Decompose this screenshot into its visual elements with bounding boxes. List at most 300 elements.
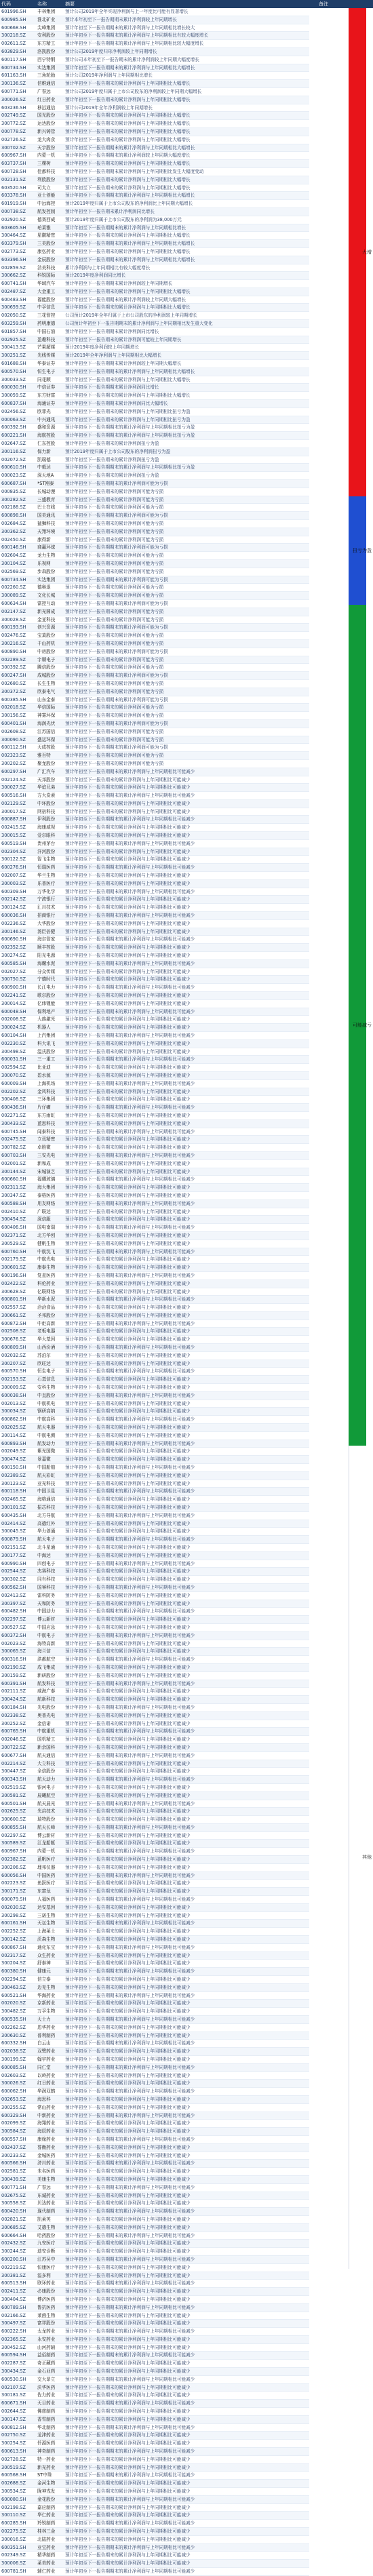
cell-name[interactable]: 科伦药业 bbox=[37, 1280, 56, 1286]
cell-code[interactable]: 601996.SH bbox=[1, 9, 26, 14]
cell-name[interactable]: 航发动力 bbox=[37, 1440, 56, 1446]
table-row[interactable] bbox=[0, 1480, 309, 1488]
cell-desc[interactable]: 预计公司2019年度归属于上市公司股东的净利润较上年同期大幅增长 bbox=[65, 88, 202, 94]
cell-code[interactable]: 002371.SZ bbox=[1, 1232, 26, 1238]
cell-desc[interactable]: 预计年初至下一报告期期末的累计净利润与上年同期相比可能减少 bbox=[65, 816, 195, 823]
cell-name[interactable]: 智飞生物 bbox=[37, 856, 56, 863]
cell-name[interactable]: 华域汽车 bbox=[37, 281, 56, 287]
table-row[interactable] bbox=[0, 936, 309, 944]
table-row[interactable] bbox=[0, 2008, 309, 2016]
cell-name[interactable]: 亚光科技 bbox=[37, 1480, 56, 1486]
cell-desc[interactable]: 预计年初至下一报告期末的累计净利润可能为亏损 bbox=[65, 728, 164, 734]
cell-name[interactable]: 欧菲光 bbox=[37, 408, 51, 414]
cell-code[interactable]: 600009.SH bbox=[1, 1080, 26, 1086]
table-row[interactable] bbox=[0, 2088, 309, 2096]
cell-desc[interactable]: 预计年初至下一报告期期末的累计净利润与上年同期相比可能减少 bbox=[65, 2304, 195, 2310]
cell-desc[interactable]: 预计年初至下一报告期末的累计净利润与上年同期相比可能减少 bbox=[65, 1385, 191, 1391]
cell-code[interactable]: 600664.SH bbox=[1, 2232, 26, 2238]
cell-desc[interactable]: 预计年初至下一报告期末的累计净利润与上年同期相比可能减少 bbox=[65, 1888, 191, 1895]
cell-code[interactable]: 002072.SZ bbox=[1, 456, 26, 462]
cell-code[interactable]: 600677.SH bbox=[1, 1752, 26, 1758]
cell-desc[interactable]: 预计年初至下一报告期期末的累计净利润与上年同期相比可能减少 bbox=[65, 2280, 195, 2286]
cell-code[interactable]: 002304.SZ bbox=[1, 848, 26, 854]
table-row[interactable] bbox=[0, 1856, 309, 1864]
table-row[interactable] bbox=[0, 240, 309, 248]
table-row[interactable] bbox=[0, 1768, 309, 1776]
cell-name[interactable]: 立讯精密 bbox=[37, 1136, 56, 1143]
table-row[interactable] bbox=[0, 1368, 309, 1376]
cell-code[interactable]: 002219.SZ bbox=[1, 2264, 26, 2270]
cell-name[interactable]: 汇川技术 bbox=[37, 905, 56, 911]
cell-name[interactable]: 三环集团 bbox=[37, 1096, 56, 1103]
cell-name[interactable]: 金信诺 bbox=[37, 1720, 51, 1726]
table-row[interactable] bbox=[0, 2104, 309, 2112]
cell-name[interactable]: 嘉应制药 bbox=[37, 2504, 56, 2510]
cell-name[interactable]: 中航重机 bbox=[37, 1728, 56, 1735]
cell-name[interactable]: 丰林集团 bbox=[37, 9, 56, 14]
table-row[interactable] bbox=[0, 32, 309, 40]
cell-desc[interactable]: 预计年初至下一报告期末的累计净利润与上年同期相比可能减少 bbox=[65, 2176, 191, 2182]
cell-name[interactable]: 天目药业 bbox=[37, 2400, 56, 2406]
cell-name[interactable]: 片仔癀 bbox=[37, 1105, 51, 1111]
table-row[interactable] bbox=[0, 1752, 309, 1760]
table-row[interactable] bbox=[0, 2416, 309, 2424]
cell-code[interactable]: 002008.SZ bbox=[1, 1016, 26, 1023]
cell-name[interactable]: 中房股份 bbox=[37, 648, 56, 654]
cell-name[interactable]: 太龙药业 bbox=[37, 2329, 56, 2335]
cell-desc[interactable]: 预计年初至下一报告期末的累计净利润与上年同期相比可能减少 bbox=[65, 2456, 191, 2462]
table-row[interactable] bbox=[0, 2248, 309, 2256]
table-row[interactable] bbox=[0, 1864, 309, 1872]
cell-desc[interactable]: 预计年初至下一报告期末的累计净利润与上年同期相比可能减少 bbox=[65, 848, 191, 854]
cell-name[interactable]: 上海莱士 bbox=[37, 1928, 56, 1935]
table-row[interactable] bbox=[0, 2192, 309, 2200]
cell-desc[interactable]: 预计2019年全年净利润与上年同期相比大幅增长 bbox=[65, 353, 162, 359]
cell-code[interactable]: 002202.SZ bbox=[1, 1088, 26, 1094]
cell-code[interactable]: 002611.SZ bbox=[1, 41, 26, 47]
cell-code[interactable]: 002018.SZ bbox=[1, 705, 26, 711]
cell-code[interactable]: 300156.SZ bbox=[1, 713, 26, 719]
cell-desc[interactable]: 预计年初至下一报告期末的累计净利润与上年同期相比可能减少 bbox=[65, 880, 191, 886]
cell-name[interactable]: 航天电器 bbox=[37, 1425, 56, 1431]
table-row[interactable] bbox=[0, 888, 309, 896]
cell-name[interactable]: 博云新材 bbox=[37, 1832, 56, 1838]
table-row[interactable] bbox=[0, 1304, 309, 1312]
cell-code[interactable]: 300447.SZ bbox=[1, 1768, 26, 1775]
cell-code[interactable]: 600898.SH bbox=[1, 513, 26, 519]
cell-code[interactable]: 002147.SZ bbox=[1, 608, 26, 614]
cell-name[interactable]: 新光圆成 bbox=[37, 608, 56, 614]
cell-desc[interactable]: 预计年初至下一报告期末的累计净利润与上年同期相比可能减少 bbox=[65, 1360, 191, 1366]
cell-desc[interactable]: 预计本年初至下一报告期期末累计净利润较上年同期增长 bbox=[65, 16, 177, 22]
cell-desc[interactable]: 预计年初至下一报告期末的累计净利润与上年同期相比大幅增长 bbox=[65, 136, 191, 142]
cell-desc[interactable]: 预计年初至下一报告期末的累计净利润与上年同期相比可能减少 bbox=[65, 2240, 191, 2246]
cell-name[interactable]: 洁美科技 bbox=[37, 264, 56, 271]
cell-code[interactable]: 300628.SZ bbox=[1, 1288, 26, 1294]
table-row[interactable] bbox=[0, 656, 309, 665]
cell-desc[interactable]: 预计年初至下一报告期末的累计净利润与上年同期相比可能减少 bbox=[65, 2272, 191, 2278]
table-row[interactable] bbox=[0, 1392, 309, 1400]
cell-desc[interactable]: 预计年初至下一报告期末的累计净利润与上年同期相比可能减少 bbox=[65, 1937, 191, 1943]
table-row[interactable] bbox=[0, 1944, 309, 1952]
cell-name[interactable]: 华泰证券 bbox=[37, 361, 56, 367]
cell-code[interactable]: 300014.SZ bbox=[1, 1000, 26, 1006]
cell-desc[interactable]: 预计年初至下一报告期末的累计净利润可能为亏损 bbox=[65, 593, 164, 599]
cell-name[interactable]: 新余国科 bbox=[37, 1744, 56, 1750]
table-row[interactable] bbox=[0, 1640, 309, 1648]
table-row[interactable] bbox=[0, 64, 309, 73]
cell-desc[interactable]: 预计年初至下一报告期期末的累计净利润与上年同期相比可能减少 bbox=[65, 2352, 195, 2358]
cell-name[interactable]: 药明康德 bbox=[37, 321, 56, 327]
cell-desc[interactable]: 预计年初至下一报告期末的累计净利润与上年同期相比可能减少 bbox=[65, 1817, 191, 1823]
cell-code[interactable]: 600594.SH bbox=[1, 2352, 26, 2358]
cell-code[interactable]: 002289.SZ bbox=[1, 656, 26, 662]
cell-code[interactable]: 300362.SZ bbox=[1, 528, 26, 534]
cell-name[interactable]: 海螺水泥 bbox=[37, 960, 56, 966]
cell-code[interactable]: 002413.SZ bbox=[1, 1592, 26, 1598]
cell-code[interactable]: 600332.SH bbox=[1, 2040, 26, 2046]
cell-code[interactable]: 300497.SZ bbox=[1, 2320, 26, 2326]
table-row[interactable] bbox=[0, 1648, 309, 1656]
cell-desc[interactable]: 预计年初至下一报告期末的累计净利润可能为亏损 bbox=[65, 560, 164, 566]
table-row[interactable] bbox=[0, 2440, 309, 2448]
cell-code[interactable]: 002925.SZ bbox=[1, 336, 26, 342]
cell-desc[interactable]: 预计年初至下一报告期期末的累计净利润与上年同期相比可能减少 bbox=[65, 1272, 195, 1278]
cell-name[interactable]: 博济医药 bbox=[37, 2296, 56, 2302]
cell-desc[interactable]: 公司预计2019年全年归属于上市公司股东的净利润较上年同期增长 bbox=[65, 313, 197, 319]
cell-desc[interactable]: 预计年初至下一报告期期末的累计净利润与上年同期相比可能减少 bbox=[65, 936, 195, 943]
table-row[interactable] bbox=[0, 1920, 309, 1928]
cell-desc[interactable]: 预计年初至下一报告期期末的累计净利润与上年同期相比可能减少 bbox=[65, 1056, 195, 1063]
cell-code[interactable]: 600519.SH bbox=[1, 840, 26, 846]
table-row[interactable] bbox=[0, 1776, 309, 1784]
cell-code[interactable]: 600391.SH bbox=[1, 1680, 26, 1686]
cell-code[interactable]: 600436.SH bbox=[1, 1105, 26, 1111]
table-row[interactable] bbox=[0, 352, 309, 360]
cell-desc[interactable]: 预计年初至下一报告期末的累计净利润与上年同期相比可能减少 bbox=[65, 1960, 191, 1966]
cell-code[interactable]: 600297.SH bbox=[1, 768, 26, 774]
cell-desc[interactable]: 预计年初至下一报告期末的累计净利润与上年同期相比可能减少 bbox=[65, 2480, 191, 2486]
cell-desc[interactable]: 预计年初至下一报告期期末的累计净利润与上年同期相比可能减少 bbox=[65, 1968, 195, 1975]
cell-name[interactable]: 天翔环境 bbox=[37, 528, 56, 534]
cell-code[interactable]: 601919.SH bbox=[1, 201, 26, 207]
table-row[interactable] bbox=[0, 560, 309, 568]
table-row[interactable] bbox=[0, 1080, 309, 1088]
cell-desc[interactable]: 预计年初至下一报告期末的累计净利润与上年同期相比可能减少 bbox=[65, 1185, 191, 1191]
cell-desc[interactable]: 预计年初至下一报告期末的累计净利润与上年同期相比可能减少 bbox=[65, 1457, 191, 1463]
cell-code[interactable]: 600501.SH bbox=[1, 1800, 26, 1806]
table-row[interactable] bbox=[0, 2560, 309, 2568]
cell-name[interactable]: 佛慈制药 bbox=[37, 2409, 56, 2415]
table-row[interactable] bbox=[0, 1432, 309, 1440]
cell-desc[interactable]: 预计年初至下一报告期期末的累计净利润与上年同期相比增长较大 bbox=[65, 24, 195, 31]
cell-code[interactable]: 600734.SH bbox=[1, 576, 26, 582]
cell-desc[interactable]: 预计年初至下一报告期末的累计净利润与上年同期相比可能减少 bbox=[65, 1096, 191, 1103]
cell-desc[interactable]: 预计年初至下一报告期末的累计净利润与上年同期相比可能减少 bbox=[65, 1904, 191, 1910]
cell-desc[interactable]: 预计年初至下一报告期末的累计净利润与上年同期相比可能减少 bbox=[65, 2296, 191, 2302]
cell-desc[interactable]: 预计年初至下一报告期末的累计净利润与上年同期相比可能减少 bbox=[65, 1568, 191, 1574]
cell-code[interactable]: 002594.SZ bbox=[1, 1065, 26, 1071]
cell-code[interactable]: 300464.SZ bbox=[1, 233, 26, 239]
cell-code[interactable]: 002604.SZ bbox=[1, 553, 26, 559]
cell-name[interactable]: 信维通信 bbox=[37, 81, 56, 87]
cell-name[interactable]: 老板电器 bbox=[37, 1328, 56, 1334]
cell-name[interactable]: 天坛生物 bbox=[37, 1920, 56, 1926]
table-row[interactable] bbox=[0, 2528, 309, 2536]
cell-code[interactable]: 600872.SH bbox=[1, 1320, 26, 1326]
table-row[interactable] bbox=[0, 1760, 309, 1768]
cell-code[interactable]: 300347.SZ bbox=[1, 1192, 26, 1198]
table-row[interactable] bbox=[0, 1144, 309, 1152]
table-row[interactable] bbox=[0, 2296, 309, 2304]
table-row[interactable] bbox=[0, 280, 309, 288]
cell-desc[interactable]: 预计年初至下一报告期期末的累计净利润与上年同期相比可能减少 bbox=[65, 1128, 195, 1134]
cell-desc[interactable]: 预计年初至下一报告期末的累计净利润与上年同期相比可能减少 bbox=[65, 905, 191, 911]
cell-name[interactable]: 精华制药 bbox=[37, 2552, 56, 2558]
cell-code[interactable]: 300255.SZ bbox=[1, 2104, 26, 2110]
cell-code[interactable]: 600893.SH bbox=[1, 1440, 26, 1446]
cell-code[interactable]: 600660.SH bbox=[1, 1176, 26, 1183]
table-row[interactable] bbox=[0, 1200, 309, 1208]
cell-code[interactable]: 002508.SZ bbox=[1, 1328, 26, 1334]
table-row[interactable] bbox=[0, 528, 309, 536]
cell-desc[interactable]: 预计年初至下一报告期期末的累计净利润与上年同期相比可能减少 bbox=[65, 1848, 195, 1855]
cell-name[interactable]: 恒生电子 bbox=[37, 1368, 56, 1374]
table-row[interactable] bbox=[0, 1384, 309, 1392]
cell-code[interactable]: 300016.SZ bbox=[1, 2536, 26, 2542]
table-row[interactable] bbox=[0, 1680, 309, 1688]
cell-desc[interactable]: 预计年初至下一报告期末的累计净利润与上年同期相比可能减少 bbox=[65, 1048, 191, 1054]
cell-code[interactable]: 600221.SH bbox=[1, 433, 26, 439]
cell-name[interactable]: 汤臣倍健 bbox=[37, 928, 56, 934]
cell-desc[interactable]: 预计年初至下一报告期期末的累计净利润与上年同期相比可能减少 bbox=[65, 1105, 195, 1111]
cell-desc[interactable]: 预计年初至下一报告期期末的累计净利润与上年同期相比可能减少 bbox=[65, 2544, 195, 2550]
cell-name[interactable]: 杰赛科技 bbox=[37, 1568, 56, 1574]
cell-desc[interactable]: 预计年初至下一报告期末的累计净利润与上年同期相比可能减少 bbox=[65, 2392, 191, 2398]
cell-desc[interactable]: 预计年初至下一报告期期末的累计净利润可能为亏损 bbox=[65, 745, 168, 751]
cell-desc[interactable]: 预计年初至下一报告期末的累计净利润与上年同期相比可能减少 bbox=[65, 1864, 191, 1870]
table-row[interactable] bbox=[0, 2136, 309, 2144]
cell-code[interactable]: 603829.SH bbox=[1, 48, 26, 54]
table-row[interactable] bbox=[0, 360, 309, 368]
cell-desc[interactable]: 预计年初至下一报告期末的累计净利润与上年同期相比大幅增长 bbox=[65, 248, 191, 254]
cell-code[interactable]: 300662.SZ bbox=[1, 273, 26, 279]
cell-name[interactable]: 天士力 bbox=[37, 2017, 51, 2023]
cell-name[interactable]: 利欧股份 bbox=[37, 176, 56, 182]
cell-desc[interactable]: 预计年初至下一报告期期末的累计净利润与上年同期相比可能减少 bbox=[65, 1176, 195, 1183]
table-row[interactable] bbox=[0, 1352, 309, 1360]
cell-code[interactable]: 002023.SZ bbox=[1, 1640, 26, 1646]
cell-desc[interactable]: 预计年初至下一报告期末的累计净利润可能为亏损 bbox=[65, 608, 164, 614]
table-row[interactable] bbox=[0, 848, 309, 856]
cell-name[interactable]: 迈克生物 bbox=[37, 1984, 56, 1990]
cell-code[interactable]: 600771.SH bbox=[1, 2184, 26, 2190]
cell-code[interactable]: 600118.SH bbox=[1, 1488, 26, 1494]
cell-name[interactable]: 比亚迪 bbox=[37, 1065, 51, 1071]
table-row[interactable] bbox=[0, 2472, 309, 2480]
cell-desc[interactable]: 预计年初至下一报告期末的累计净利润可能为亏损 bbox=[65, 633, 164, 639]
table-row[interactable] bbox=[0, 328, 309, 336]
cell-name[interactable]: 闻泰科技 bbox=[37, 1128, 56, 1134]
cell-desc[interactable]: 预计年初至下一报告期末的累计净利润可能为亏损 bbox=[65, 488, 164, 494]
cell-desc[interactable]: 预计年初至下一报告期期末的累计净利润与上年同期相比可能减少 bbox=[65, 1080, 195, 1086]
header-name[interactable]: 名称 bbox=[37, 1, 47, 7]
cell-name[interactable]: 歌尔股份 bbox=[37, 993, 56, 999]
table-row[interactable] bbox=[0, 464, 309, 472]
table-row[interactable] bbox=[0, 1120, 309, 1128]
cell-code[interactable]: 600570.SH bbox=[1, 368, 26, 374]
cell-code[interactable]: 002223.SZ bbox=[1, 1880, 26, 1886]
table-row[interactable] bbox=[0, 1720, 309, 1728]
cell-code[interactable]: 300144.SZ bbox=[1, 1168, 26, 1174]
cell-name[interactable]: 康缘药业 bbox=[37, 2136, 56, 2142]
table-row[interactable] bbox=[0, 2240, 309, 2248]
cell-desc[interactable]: 预计年初至下一报告期期末的累计净利润与上年同期相比可能减少 bbox=[65, 1392, 195, 1398]
table-row[interactable] bbox=[0, 880, 309, 888]
cell-desc[interactable]: 预计年初至下一报告期末的累计净利润可能为亏损 bbox=[65, 584, 164, 591]
table-row[interactable] bbox=[0, 1360, 309, 1368]
cell-code[interactable]: 600728.SH bbox=[1, 168, 26, 174]
table-row[interactable] bbox=[0, 40, 309, 48]
cell-code[interactable]: 300006.SZ bbox=[1, 2560, 26, 2567]
cell-name[interactable]: 福能股份 bbox=[37, 296, 56, 302]
cell-desc[interactable]: 预计年初至下一报告期末的累计净利润与上年同期相比可能减少 bbox=[65, 2200, 191, 2206]
cell-name[interactable]: 理邦仪器 bbox=[37, 1864, 56, 1870]
cell-code[interactable]: 300122.SZ bbox=[1, 856, 26, 863]
cell-name[interactable]: 金辰股份 bbox=[37, 256, 56, 262]
cell-desc[interactable]: 预计年初至下一报告期期末的累计净利润与上年同期相比可能减少 bbox=[65, 2232, 195, 2238]
table-row[interactable] bbox=[0, 2392, 309, 2400]
table-row[interactable] bbox=[0, 472, 309, 480]
cell-desc[interactable]: 预计年初至下一报告期末的累计净利润与上年同期相比大幅增长 bbox=[65, 161, 191, 167]
cell-desc[interactable]: 预计年初至下一报告期末的累计净利润与上年同期相比可能减少 bbox=[65, 1208, 191, 1214]
cell-code[interactable]: 600887.SH bbox=[1, 816, 26, 823]
cell-desc[interactable]: 预计年初至下一报告期期末的累计净利润与上年同期相比可能减少 bbox=[65, 1008, 195, 1014]
cell-code[interactable]: 300171.SZ bbox=[1, 1888, 26, 1895]
cell-name[interactable]: 国睿科技 bbox=[37, 1584, 56, 1590]
cell-name[interactable]: 沃华医药 bbox=[37, 2384, 56, 2390]
cell-name[interactable]: 国光股份 bbox=[37, 113, 56, 119]
cell-code[interactable]: 300142.SZ bbox=[1, 1937, 26, 1943]
cell-desc[interactable]: 预计年初至下一报告期期末的累计净利润与上年同期相比可能减少 bbox=[65, 2329, 195, 2335]
cell-name[interactable]: 深信服 bbox=[37, 1216, 51, 1223]
cell-code[interactable]: 600420.SH bbox=[1, 2208, 26, 2215]
cell-name[interactable]: 恒康医疗 bbox=[37, 2264, 56, 2270]
cell-desc[interactable]: 预计年初至下一报告期末的累计净利润与上年同期相比可能减少 bbox=[65, 2369, 191, 2375]
cell-code[interactable]: 600036.SH bbox=[1, 913, 26, 919]
cell-code[interactable]: 600372.SH bbox=[1, 1632, 26, 1638]
cell-desc[interactable]: 预计年初至下一报告期期末的累计净利润与上年同期相比可能减少 bbox=[65, 1537, 195, 1543]
cell-desc[interactable]: 预计年初至下一报告期末的累计净利润与上年同期相比可能减少 bbox=[65, 1216, 191, 1223]
cell-desc[interactable]: 预计年初至下一报告期末的累计净利润与上年同期相比可能减少 bbox=[65, 800, 191, 806]
table-row[interactable] bbox=[0, 56, 309, 64]
cell-code[interactable]: 603378.SH bbox=[1, 193, 26, 199]
cell-code[interactable]: 600535.SH bbox=[1, 2017, 26, 2023]
cell-code[interactable]: 300028.SZ bbox=[1, 616, 26, 622]
cell-name[interactable]: 东富龙 bbox=[37, 1888, 51, 1895]
cell-desc[interactable]: 预计年初至下一报告期末的累计净利润与上年同期相比可能减少 bbox=[65, 1425, 191, 1431]
table-row[interactable] bbox=[0, 840, 309, 848]
cell-code[interactable]: 600745.SH bbox=[1, 1128, 26, 1134]
table-row[interactable] bbox=[0, 1224, 309, 1232]
cell-code[interactable]: 600200.SH bbox=[1, 2256, 26, 2262]
cell-name[interactable]: 东诚药业 bbox=[37, 2192, 56, 2198]
table-row[interactable] bbox=[0, 1336, 309, 1344]
table-row[interactable] bbox=[0, 416, 309, 424]
cell-code[interactable]: 600557.SH bbox=[1, 2136, 26, 2142]
table-row[interactable] bbox=[0, 1736, 309, 1744]
cell-code[interactable]: 300498.SZ bbox=[1, 1048, 26, 1054]
table-row[interactable] bbox=[0, 1288, 309, 1296]
table-row[interactable] bbox=[0, 104, 309, 113]
cell-desc[interactable]: 预计年初至下一报告期期末的累计净利润与上年同期相比扭亏为盈 bbox=[65, 433, 195, 439]
cell-code[interactable]: 000023.SZ bbox=[1, 473, 26, 479]
table-row[interactable] bbox=[0, 1800, 309, 1808]
table-row[interactable] bbox=[0, 128, 309, 136]
table-row[interactable] bbox=[0, 1232, 309, 1240]
cell-name[interactable]: 运达股份 bbox=[37, 121, 56, 127]
table-row[interactable] bbox=[0, 584, 309, 592]
cell-desc[interactable]: 预计年初至下一报告期末的累计净利润与上年同期相比可能减少 bbox=[65, 968, 191, 974]
cell-code[interactable]: 600568.SH bbox=[1, 2472, 26, 2478]
table-row[interactable] bbox=[0, 2352, 309, 2360]
cell-desc[interactable]: 预计年初至下一报告期末的累计净利润与上年同期相比可能减少 bbox=[65, 976, 191, 983]
cell-name[interactable]: 大立科技 bbox=[37, 1760, 56, 1766]
cell-desc[interactable]: 预计2019年度净利润较上年同期增长 bbox=[65, 344, 140, 351]
cell-desc[interactable]: 预计年初至下一报告期末的累计净利润与上年同期相比可能减少 bbox=[65, 1168, 191, 1174]
table-row[interactable] bbox=[0, 568, 309, 576]
cell-name[interactable]: 聚龙股份 bbox=[37, 760, 56, 766]
cell-desc[interactable]: 预计年初至下一报告期末的累计净利润与上年同期相比可能减少 bbox=[65, 1928, 191, 1935]
cell-code[interactable]: 002297.SZ bbox=[1, 1832, 26, 1838]
table-row[interactable] bbox=[0, 1616, 309, 1624]
cell-desc[interactable]: 预计年初至下一报告期末的累计净利润与上年同期相比可能减少 bbox=[65, 1688, 191, 1695]
cell-desc[interactable]: 预计年初至下一报告期末的累计净利润与上年同期相比可能减少 bbox=[65, 2536, 191, 2542]
cell-desc[interactable]: 预计年初至下一报告期末的累计净利润与上年同期相比可能减少 bbox=[65, 2072, 191, 2078]
cell-name[interactable]: 北方导航 bbox=[37, 1512, 56, 1518]
cell-name[interactable]: 海兰信 bbox=[37, 1648, 51, 1654]
cell-desc[interactable]: 预计年初至下一报告期期末的累计净利润较上年同期大幅度增长 bbox=[65, 153, 191, 159]
table-row[interactable] bbox=[0, 576, 309, 584]
cell-name[interactable]: 珀莱雅 bbox=[37, 224, 51, 231]
cell-code[interactable]: 600741.SH bbox=[1, 281, 26, 287]
cell-code[interactable]: 300302.SZ bbox=[1, 1577, 26, 1583]
cell-code[interactable]: 002287.SZ bbox=[1, 2360, 26, 2366]
cell-code[interactable]: 300015.SZ bbox=[1, 833, 26, 839]
cell-desc[interactable]: 预计年初至下一报告期期末的累计净利润与上年同期相比可能减少 bbox=[65, 2569, 195, 2574]
cell-code[interactable]: 300101.SZ bbox=[1, 1505, 26, 1511]
table-row[interactable] bbox=[0, 1000, 309, 1008]
table-row[interactable] bbox=[0, 2456, 309, 2464]
cell-code[interactable]: 300439.SZ bbox=[1, 2176, 26, 2182]
cell-desc[interactable]: 预计年初至下一报告期期末的累计净利润与上年同期相比扭亏为盈 bbox=[65, 424, 195, 431]
cell-desc[interactable]: 预计年初至下一报告期末的累计净利润与上年同期相比可能减少 bbox=[65, 1328, 191, 1334]
cell-code[interactable]: 300433.SZ bbox=[1, 1120, 26, 1126]
cell-desc[interactable]: 预计年初至下一报告期末的累计净利润与上年同期相比可能减少 bbox=[65, 2152, 191, 2158]
table-row[interactable] bbox=[0, 2000, 309, 2008]
cell-code[interactable]: 002260.SZ bbox=[1, 584, 26, 591]
cell-code[interactable]: 600392.SH bbox=[1, 424, 26, 431]
table-row[interactable] bbox=[0, 1960, 309, 1968]
cell-name[interactable]: 康得新 bbox=[37, 536, 51, 542]
cell-name[interactable]: 科大讯飞 bbox=[37, 1040, 56, 1046]
cell-desc[interactable]: 预计年初至下一报告期期末的累计净利润与上年同期相比可能减少 bbox=[65, 1944, 195, 1950]
cell-desc[interactable]: 预计年初至下一报告期末的累计净利润与上年同期相比扭亏为盈 bbox=[65, 416, 191, 422]
header-note[interactable]: 备注 bbox=[319, 1, 328, 7]
table-row[interactable] bbox=[0, 2216, 309, 2224]
cell-desc[interactable]: 预计年初至下一报告期期末的累计净利润与上年同期相比可能减少 bbox=[65, 2496, 195, 2502]
cell-code[interactable]: 300772.SZ bbox=[1, 121, 26, 127]
